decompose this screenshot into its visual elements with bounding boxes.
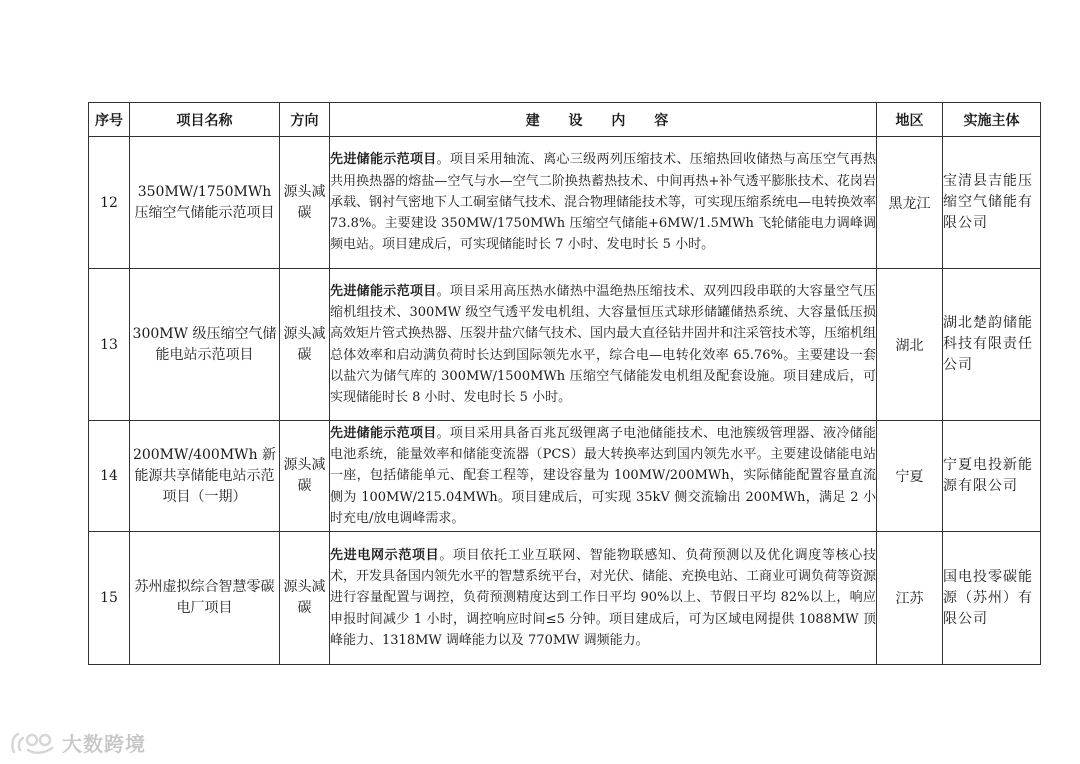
row-content (330, 532, 877, 665)
header-no: 序号 (89, 103, 130, 137)
row-direction: 源头减碳 (280, 137, 330, 269)
row-project-name: 300MW 级压缩空气储能电站示范项目 (130, 269, 280, 421)
row-project-name: 苏州虚拟综合智慧零碳电厂项目 (130, 532, 280, 665)
row-direction: 源头减碳 (280, 532, 330, 665)
row-no: 12 (89, 137, 130, 269)
row-content-body: 。项目采用高压热水储热中温绝热压缩技术、双列四段串联的大容量空气压缩机组技术、300MW 级空气透平发电机组、大容量恒压式球形储罐储热系统、大容量低压损高效矩片管式换热器、压裂井盐穴储气技术、国内最大直径钻井固井和注采管技术等，压缩机组总体效率和启动满负荷时长达到国际领先水平，综合电—电转化效率 65.76%。主要建设一套以盐穴为储气库的 300MW/1500MWh 压缩空气储能发电机组及配套设施。项目建成后，可实现储能时长 8 小时、发电时长 5 小时。 (330, 283, 877, 406)
header-name: 项目名称 (130, 103, 280, 137)
row-content-lead: 先进储能示范项目 (330, 283, 437, 299)
row-region: 江苏 (877, 532, 943, 665)
header-content-label: 建 设 内 容 (525, 112, 681, 129)
row-content-body: 。项目采用具备百兆瓦级锂离子电池储能技术、电池簇级管理器、液冷储能电池系统，能量效率和储能变流器（PCS）最大转换率达到国内领先水平。主要建设储能电站一座，包括储能单元、配套工程等，建设容量为 100MW/200MWh，实际储能配置容量直流侧为 100MW/215.04MWh。项目建成后，可实现 35kV 侧交流输出 200MWh，满足 2 小时充电/放电调峰需求。 (330, 425, 876, 526)
header-direction: 方向 (280, 103, 330, 137)
row-region: 黑龙江 (877, 137, 943, 269)
project-table (88, 102, 1041, 665)
table-row (89, 269, 1041, 421)
row-owner: 湖北楚韵储能科技有限责任公司 (943, 269, 1041, 421)
row-content (330, 269, 877, 421)
row-direction: 源头减碳 (280, 269, 330, 421)
watermark (8, 727, 146, 757)
table-header-row (89, 103, 1041, 137)
row-content-body: 。项目采用轴流、离心三级两列压缩技术、压缩热回收储热与高压空气再热共用换热器的熔盐—空气与水—空气二阶换热蓄热技术、中间再热+补气透平膨胀技术、花岗岩承载、钢衬气密地下人工硐室储气技术、混合物理储能技术等，可实现压缩系统电—电转换效率 73.8%。主要建设 350MW/1750MWh 压缩空气储能+6MW/1.5MWh 飞轮储能电力调峰调频电站。项目建成后，可实现储能时长 7 小时、发电时长 5 小时。 (330, 152, 877, 253)
row-no: 15 (89, 532, 130, 665)
row-project-name: 200MW/400MWh 新能源共享储能电站示范项目（一期） (130, 421, 280, 532)
header-owner: 实施主体 (943, 103, 1041, 137)
header-content (330, 103, 877, 137)
row-owner: 宝清县吉能压缩空气储能有限公司 (943, 137, 1041, 269)
row-content-lead: 先进电网示范项目 (330, 547, 440, 563)
row-content (330, 421, 877, 532)
dashu-logo-icon (8, 728, 60, 756)
table-row (89, 532, 1041, 665)
watermark-text: 大数跨境 (62, 731, 146, 756)
row-no: 13 (89, 269, 130, 421)
row-content (330, 137, 877, 269)
row-content-lead: 先进储能示范项目 (330, 152, 437, 168)
row-region: 宁夏 (877, 421, 943, 532)
row-owner: 宁夏电投新能源有限公司 (943, 421, 1041, 532)
header-region: 地区 (877, 103, 943, 137)
row-content-body: 。项目依托工业互联网、智能物联感知、负荷预测以及优化调度等核心技术，开发具备国内领先水平的智慧系统平台，对光伏、储能、充换电站、工商业可调负荷等资源进行容量配置与调控，负荷预测精度达到工作日平均 90%以上、节假日平均 82%以上，响应申报时间减少 1 小时，调控响应时间≤5 分钟。项目建成后，可为区域电网提供 1088MW 顶峰能力、1318MW 调峰能力以及 770MW 调频能力。 (330, 547, 877, 648)
row-direction: 源头减碳 (280, 421, 330, 532)
table-row (89, 137, 1041, 269)
row-project-name: 350MW/1750MWh 压缩空气储能示范项目 (130, 137, 280, 269)
row-no: 14 (89, 421, 130, 532)
row-owner: 国电投零碳能源（苏州）有限公司 (943, 532, 1041, 665)
table-row (89, 421, 1041, 532)
row-region: 湖北 (877, 269, 943, 421)
row-content-lead: 先进储能示范项目 (330, 425, 437, 441)
